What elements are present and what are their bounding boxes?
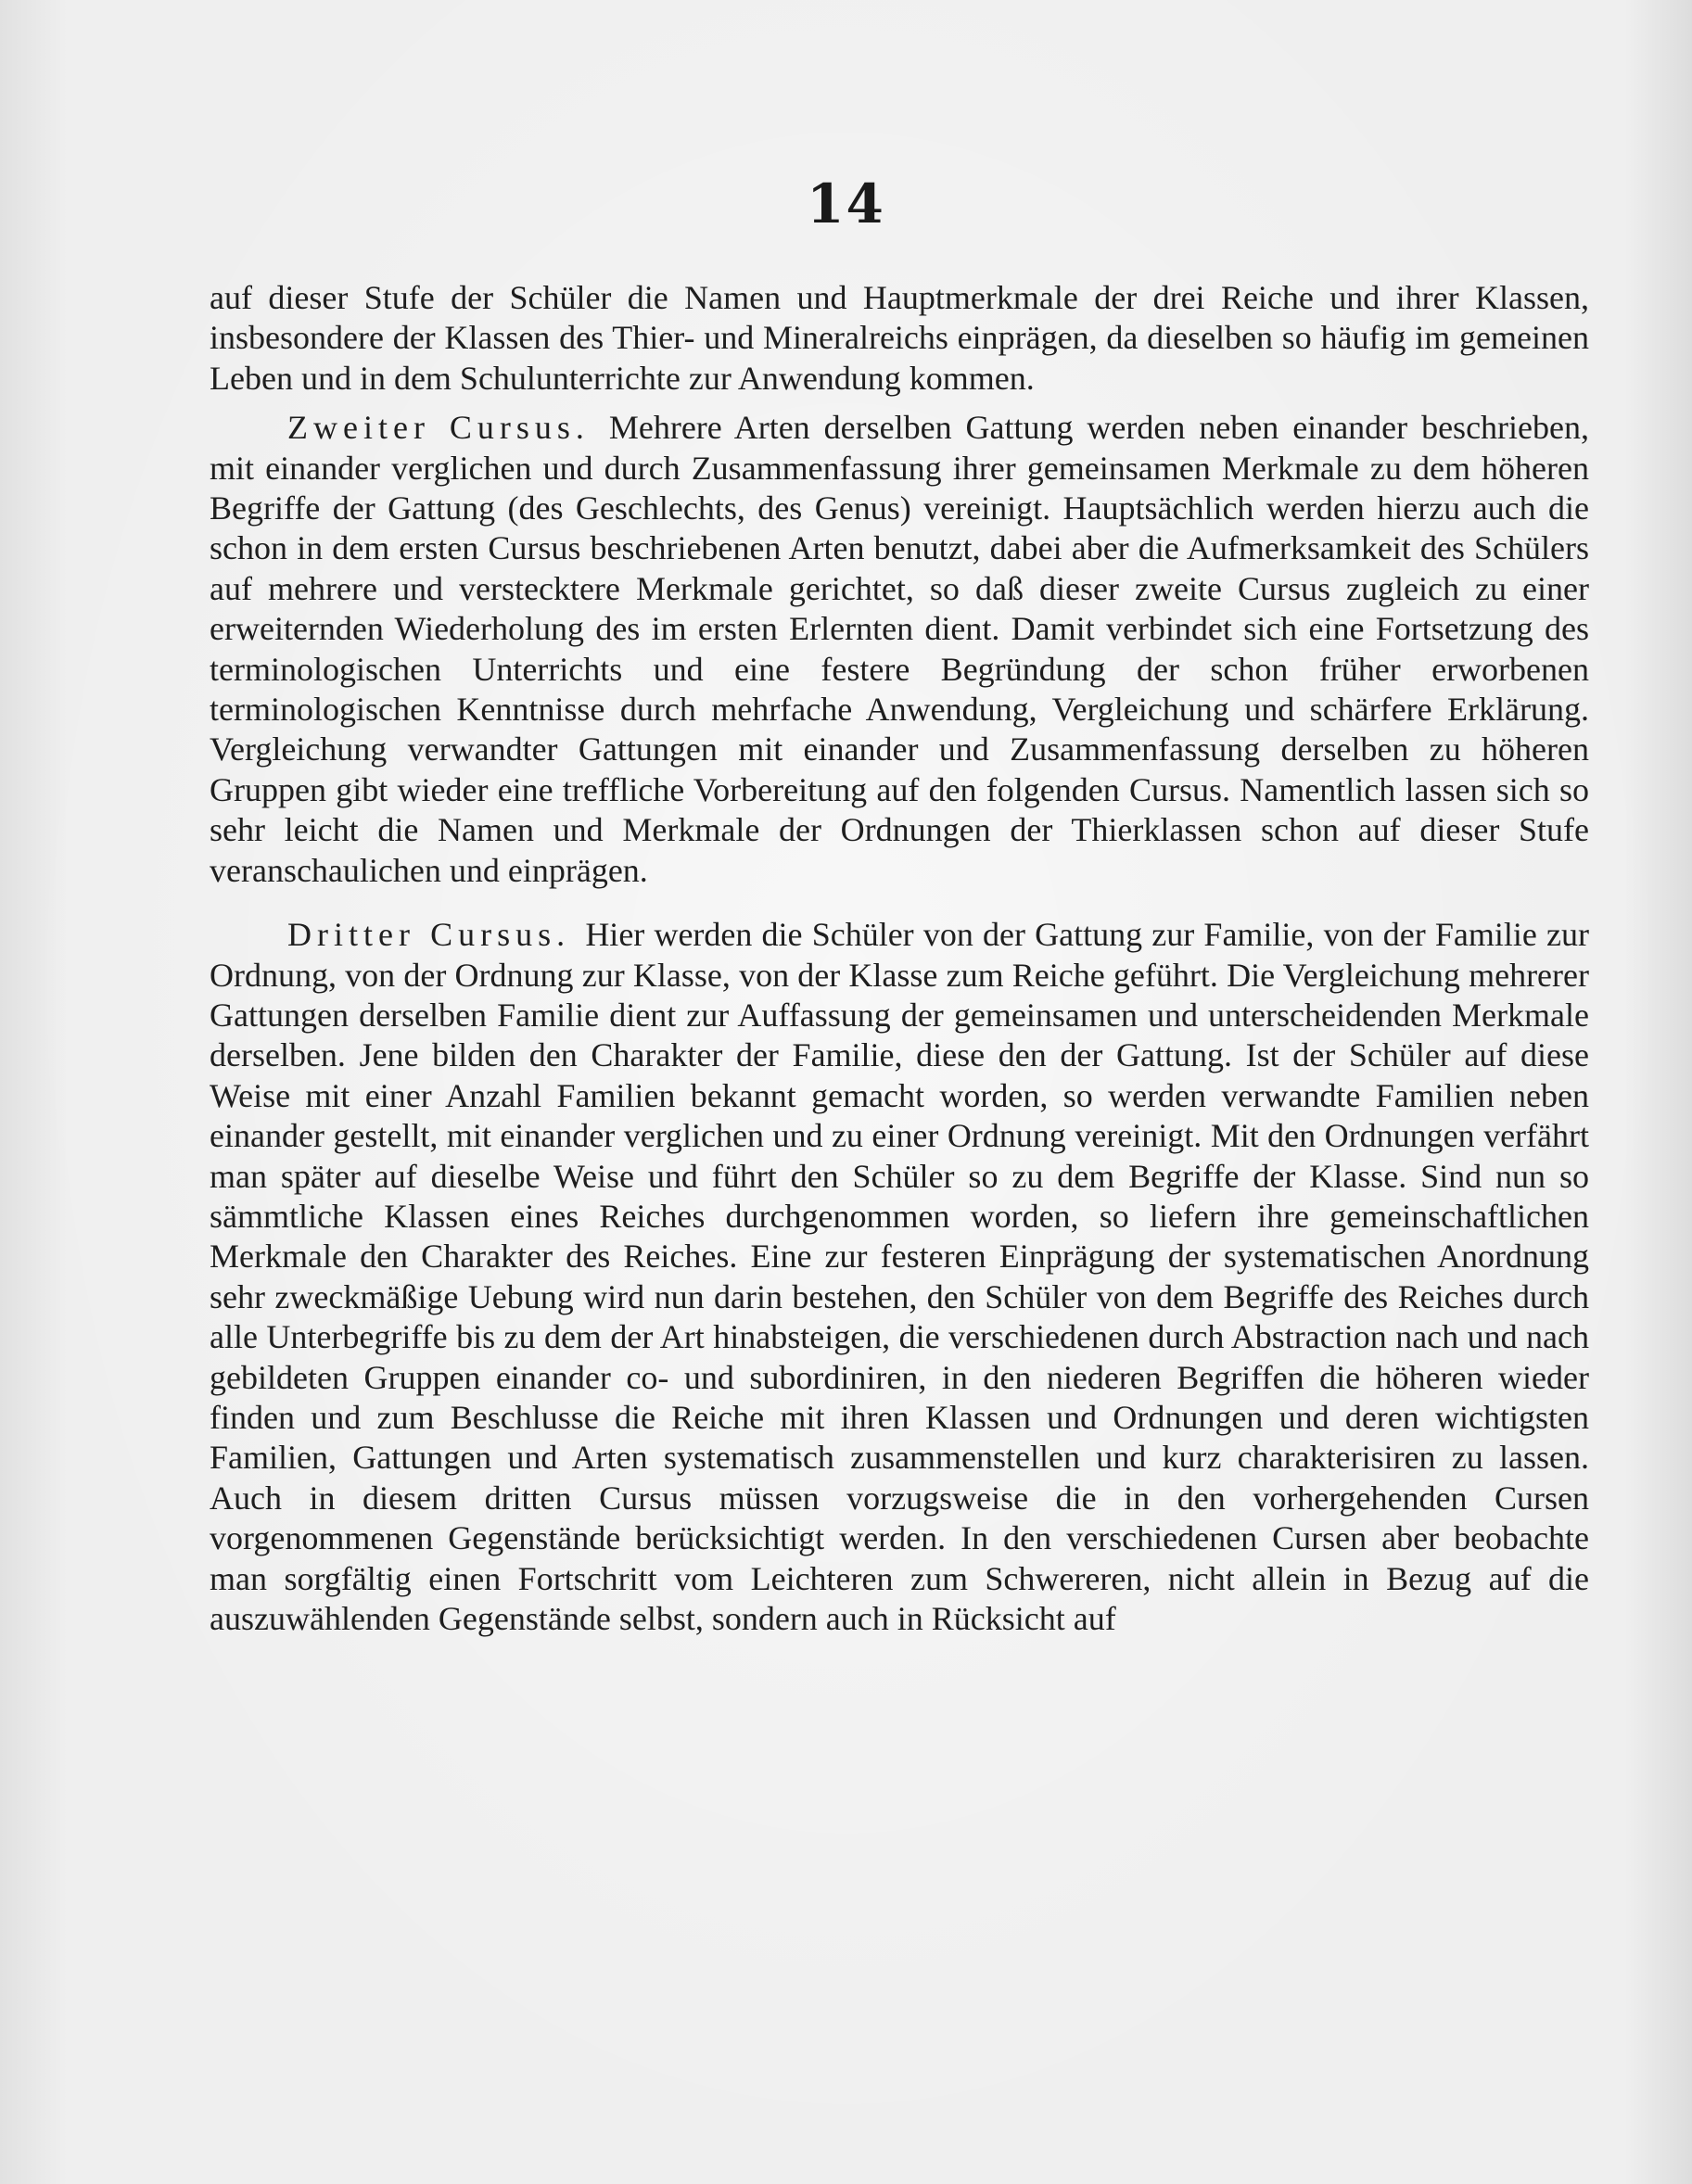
paragraph-text: auf dieser Stufe der Schüler die Namen und Hauptmerkmale der drei Reiche und ihrer Klassen, insbesondere der Klassen des Thier- und Mineralreichs einprägen, da dieselben so häufig im gemeinen Leben und in dem Schulunterrichte zur Anwendung kommen. bbox=[210, 279, 1589, 397]
paragraph-continuation bbox=[210, 278, 1589, 399]
section-heading: Dritter Cursus. bbox=[287, 916, 586, 954]
paragraph-text: Mehrere Arten derselben Gattung werden neben einander beschrieben, mit einander verglichen und durch Zusammenfassung ihrer gemeinsamen Merkmale zu dem höheren Begriffe der Gattung (des Geschlechts, des Genus) vereinigt. Hauptsächlich werden hierzu auch die schon in dem ersten Cursus beschriebenen Arten benutzt, dabei aber die Aufmerksamkeit des Schülers auf mehrere und verstecktere Merkmale gerichtet, so daß dieser zweite Cursus zugleich zu einer erweiternden Wiederholung des im ersten Erlernten dient. Damit verbindet sich eine Fortsetzung des terminologischen Unterrichts und eine festere Begründung der schon früher erworbenen terminologischen Kenntnisse durch mehrfache Anwendung, Vergleichung und schärfere Erklärung. Vergleichung verwandter Gattungen mit einander und Zusammenfassung derselben zu höheren Gruppen gibt wieder eine treffliche Vorbereitung auf den folgenden Cursus. Namentlich lassen sich so sehr leicht die Namen und Merkmale der Ordnungen der Thierklassen schon auf dieser Stufe veranschaulichen und einprägen. bbox=[210, 409, 1589, 889]
body-text bbox=[210, 278, 1589, 1639]
page-number: 14 bbox=[807, 172, 885, 235]
paragraph-dritter-cursus bbox=[210, 915, 1589, 1639]
paragraph-zweiter-cursus bbox=[210, 408, 1589, 891]
section-heading: Zweiter Cursus. bbox=[287, 409, 609, 447]
paragraph-text: Hier werden die Schüler von der Gattung zur Familie, von der Familie zur Ordnung, von der Ordnung zur Klasse, von der Klasse zum Reiche geführt. Die Vergleichung mehrerer Gattungen derselben Familie dient zur Auffassung der gemeinsamen und unterscheidenden Merkmale derselben. Jene bilden den Charakter der Familie, diese den der Gattung. Ist der Schüler auf diese Weise mit einer Anzahl Familien bekannt gemacht worden, so werden verwandte Familien neben einander gestellt, mit einander verglichen und zu einer Ordnung vereinigt. Mit den Ordnungen verfährt man später auf dieselbe Weise und führt den Schüler so zu dem Begriffe der Klasse. Sind nun so sämmtliche Klassen eines Reiches durchgenommen worden, so liefern ihre gemeinschaftlichen Merkmale den Charakter des Reiches. Eine zur festeren Einprägung der systematischen Anordnung sehr zweckmäßige Uebung wird nun darin bestehen, den Schüler von dem Begriffe des Reiches durch alle Unterbegriffe bis zu dem der Art hinabsteigen, die verschiedenen durch Abstraction nach und nach gebildeten Gruppen einander co- und subordiniren, in den niederen Begriffen die höheren wieder finden und zum Beschlusse die Reiche mit ihren Klassen und Ordnungen und deren wichtigsten Familien, Gattungen und Arten systematisch zusammenstellen und kurz charakterisiren zu lassen. Auch in diesem dritten Cursus müssen vorzugsweise die in den vorhergehenden Cursen vorgenommenen Gegenstände berücksichtigt werden. In den verschiedenen Cursen aber beobachte man sorgfältig einen Fortschritt vom Leichteren zum Schwereren, nicht allein in Bezug auf die auszuwählenden Gegenstände selbst, sondern auch in Rücksicht auf bbox=[210, 916, 1589, 1637]
